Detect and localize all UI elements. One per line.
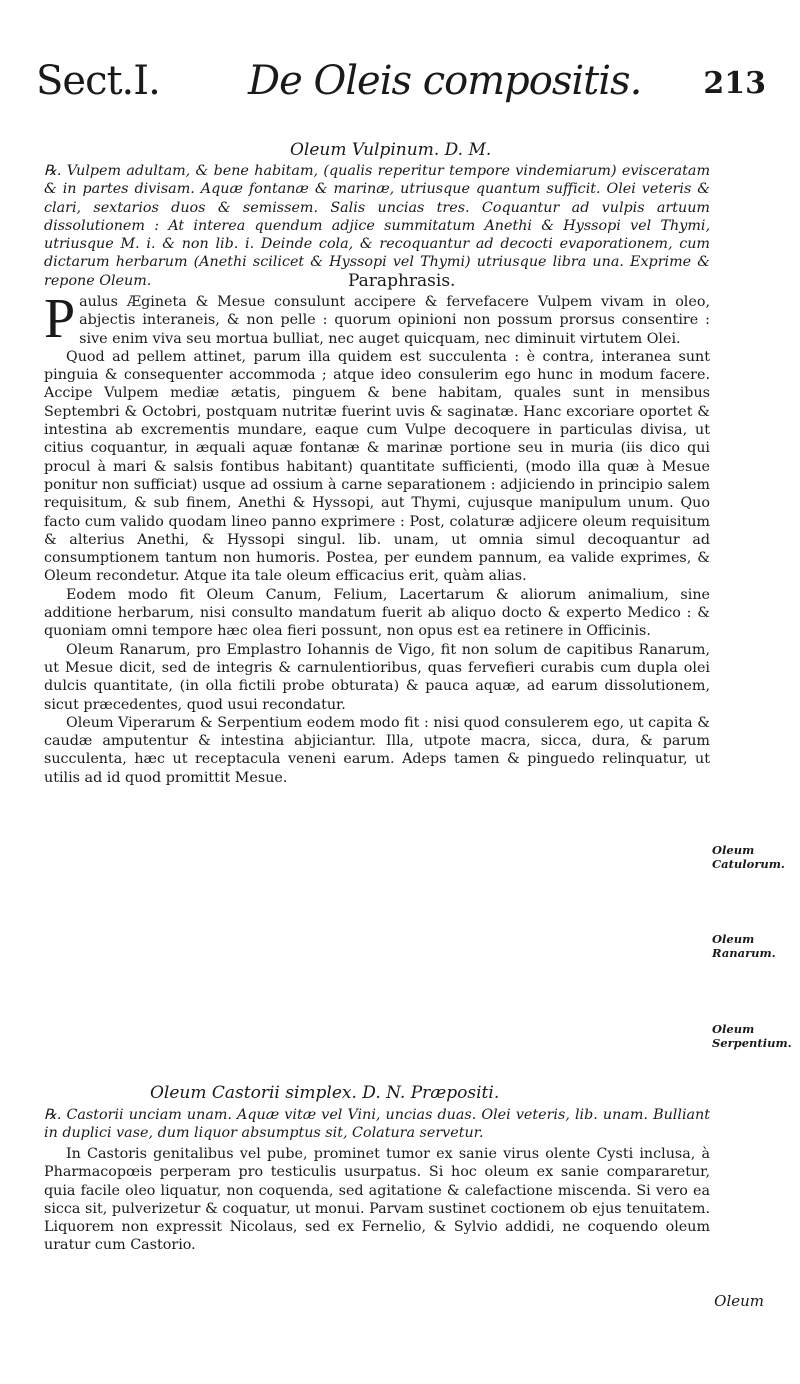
paragraph: In Castoris genitalibus vel pube, prominet tumor ex sanie virus olente Cysti inclusa, à Pharmacopœis perperam pro testiculis usurpatus. Si hoc oleum ex sanie compararetur, quia facile oleo liquatur, non coquenda, sed agitatione & calefactione miscenda. Si vero ea sicca sit, pulverizetur & coquatur, ut monui. Parvam sustinet coctionem ob ejus tenuitatem. Liquorem non expressit Nicolaus, sed ex Fernelio, & Sylvio addidi, ne coquendo oleum uratur cum Castorio.	[44, 1146, 710, 1254]
drop-cap: P	[44, 288, 76, 350]
margin-note-catulorum: Oleum Catulorum.	[712, 843, 785, 871]
running-title: De Oleis compositis.	[248, 58, 642, 104]
castorii-body	[44, 1145, 710, 1255]
paragraph: Oleum Viperarum & Serpentium eodem modo fit : nisi quod consulerem ego, ut capita & caudæ amputentur & intestina abjiciantur. Illa, utpote macra, sicca, dura, & parum succulenta, hæc ut receptacula veneni earum. Adeps tamen & pinguedo relinquatur, ut utilis ad id quod promittit Mesue.	[44, 714, 710, 786]
recipe-castorii	[44, 1106, 710, 1143]
heading-paraphrasis: Paraphrasis.	[348, 271, 456, 291]
paragraph: Quod ad pellem attinet, parum illa quidem est succulenta : è contra, interanea sunt pinguia & consequenter accommoda ; atque ideo consulerim ego hunc in modum facere. Accipe Vulpem mediæ ætatis, pinguem & bene habitam, quales sunt in mensibus Septembri & Octobri, postquam nutritæ fuerint uvis & saginatæ. Hanc excoriare oportet & intestina ab excrementis mundare, eaque cum Vulpe decoquere in particulas divisa, ut citius coquantur, in æquali aquæ fontanæ & marinæ portione seu in muria (iis dico qui procul à mari & salsis fontibus habitant) quantitate sufficienti, (modo illa quæ à Mesue ponitur non sufficiat) usque ad ossium à carne separationem : adjiciendo in principio salem requisitum, & sub finem, Anethi & Hyssopi, aut Thymi, cujusque manipulum unum. Quo facto cum valido quodam lineo panno exprimere : Post, colaturæ adjicere oleum requisitum & alterius Anethi, & Hyssopi singul. lib. unam, ut omnia simul decoquantur ad consumptionem tantum non humoris. Postea, per eundem pannum, ea valide exprimes, & Oleum recondetur. Atque ita tale oleum efficacius erit, quàm alias.	[44, 348, 710, 585]
paragraph: Paulus Ægineta & Mesue consulunt accipere & fervefacere Vulpem vivam in oleo, abjectis interaneis, & non pelle : quorum opinioni non possum prorsus consentire : sive enim viva seu mortua bulliat, nec auget quicquam, nec diminuit virtutem Olei.	[44, 288, 710, 350]
margin-note-serpentium: Oleum Serpentium.	[712, 1022, 792, 1050]
paragraph: Oleum Ranarum, pro Emplastro Iohannis de Vigo, fit non solum de capitibus Ranarum, ut Mesue dicit, sed de integris & carnulentioribus, quas fervefieri curabis cum dupla olei dulcis quantitate, (in olla fictili probe obturata) & pauca aquæ, ad earum dissolutionem, sicut præcedentes, quod usui recondatur.	[44, 641, 710, 713]
recipe-text: ℞. Vulpem adultam, & bene habitam, (qualis reperitur tempore vindemiarum) evisceratam & in partes divisam. Aquæ fontanæ & marinæ, utriusque quantum sufficit. Olei veteris & clari, sextarios duos & semissem. Salis uncias tres. Coquantur ad vulpis artuum dissolutionem : At interea quendum adjice summitatum Anethi & Hyssopi vel Thymi, utriusque M. i. & non lib. i. Deinde cola, & recoquantur ad decocti evaporationem, cum dictarum herbarum (Anethi scilicet & Hyssopi vel Thymi) utriusque libra una. Exprime & repone Oleum.	[44, 163, 710, 289]
paraphrasis-body	[44, 288, 710, 787]
catchword: Oleum	[714, 1292, 764, 1310]
section-label: Sect.I.	[36, 58, 160, 104]
paragraph: Eodem modo fit Oleum Canum, Felium, Lacertarum & aliorum animalium, sine additione herbarum, nisi consulto mandatum fuerit ab aliquo docto & experto Medico : & quoniam omni tempore hæc olea fieri possunt, non opus est ea retinere in Officinis.	[44, 586, 710, 640]
heading-oleum-vulpinum: Oleum Vulpinum. D. M.	[290, 140, 492, 160]
heading-oleum-castorii: Oleum Castorii simplex. D. N. Præpositi.	[150, 1083, 500, 1103]
running-header	[36, 58, 766, 118]
recipe-text: ℞. Castorii unciam unam. Aquæ vitæ vel Vini, uncias duas. Olei veteris, lib. unam. Bulliant in duplici vase, dum liquor absumptus sit, Colatura servetur.	[44, 1107, 710, 1142]
page-number: 213	[703, 66, 766, 101]
margin-note-ranarum: Oleum Ranarum.	[712, 932, 776, 960]
